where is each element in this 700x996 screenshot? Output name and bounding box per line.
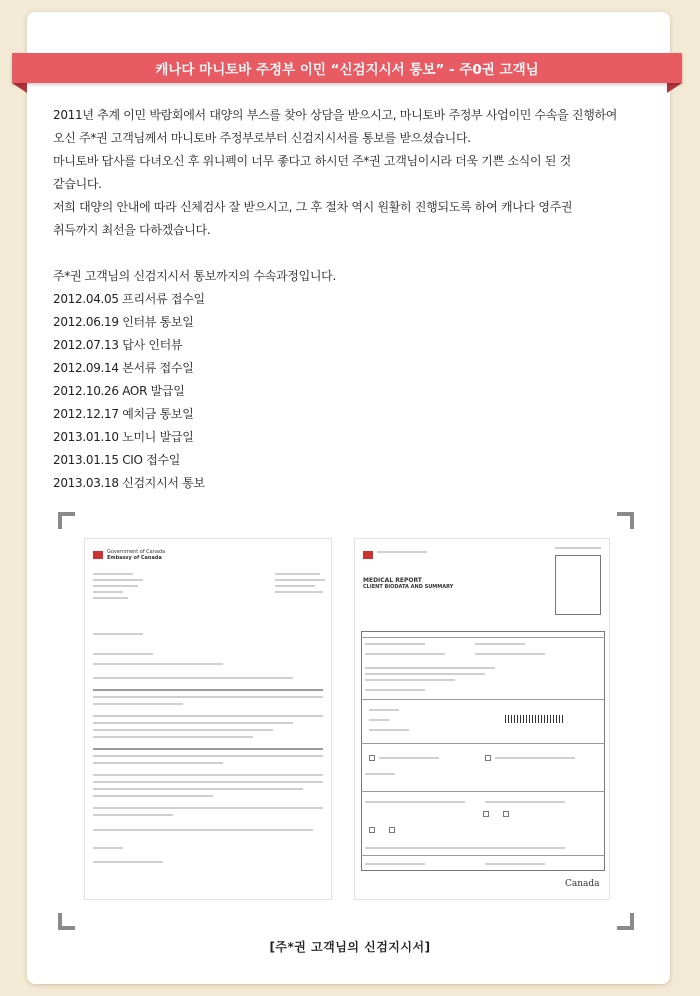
intro-line: 오신 주*권 고객님께서 마니토바 주정부로부터 신검지시서를 통보를 받으셨습니다.: [53, 131, 471, 145]
embassy-letter-image: [84, 538, 332, 900]
report-subtitle: CLIENT BIODATA AND SUMMARY: [363, 584, 454, 590]
ribbon-fold-right: [667, 83, 682, 93]
canada-flag-icon: [363, 551, 373, 559]
intro-line: 취득까지 최선을 다하겠습니다.: [53, 223, 211, 237]
canada-flag-icon: [93, 551, 103, 559]
barcode-icon: [505, 715, 565, 723]
intro-line: 2011년 추계 이민 박람회에서 대양의 부스를 찾아 상담을 받으시고, 마니토바 주정부 사업이민 수속을 진행하여: [53, 108, 618, 122]
intro-line: 저희 대양의 안내에 따라 신체검사 잘 받으시고, 그 후 절차 역시 원활히 진행되도록 하여 캐나다 영주권: [53, 200, 573, 214]
intro-line: 마니토바 답사를 다녀오신 후 위니펙이 너무 좋다고 하시던 주*권 고객님이시라 더욱 기쁜 소식이 된 것: [53, 154, 571, 168]
timeline-item: 2013.01.15 CIO 접수일: [53, 453, 181, 467]
article-body: [53, 104, 653, 495]
timeline-item: 2012.06.19 인터뷰 통보일: [53, 315, 194, 329]
timeline-item: 2012.09.14 본서류 접수일: [53, 361, 194, 375]
timeline-item: 2013.01.10 노미니 발급일: [53, 430, 194, 444]
canada-wordmark: Canada: [565, 879, 600, 889]
title-banner: [12, 53, 682, 83]
intro-line: 같습니다.: [53, 177, 102, 191]
timeline-item: 2012.10.26 AOR 발급일: [53, 384, 185, 398]
timeline-item: 2012.04.05 프리서류 접수일: [53, 292, 205, 306]
timeline-item: 2012.07.13 답사 인터뷰: [53, 338, 183, 352]
frame-corner: [58, 913, 75, 930]
banner-title: 캐나다 마니토바 주정부 이민 “신검지시서 통보” - 주0권 고객님: [155, 62, 539, 78]
medical-report-image: [354, 538, 610, 900]
frame-corner: [617, 913, 634, 930]
process-heading: 주*권 고객님의 신검지시서 통보까지의 수속과정입니다.: [53, 269, 336, 283]
document-image-frame: [58, 512, 634, 930]
timeline-item: 2013.03.18 신검지시서 통보: [53, 476, 205, 490]
frame-corner: [617, 512, 634, 529]
image-caption: [주*권 고객님의 신검지시서]: [269, 940, 431, 954]
frame-corner: [58, 512, 75, 529]
letter-gov: Government of Canada: [107, 549, 166, 555]
ribbon-fold-left: [12, 83, 27, 93]
paragraph-spacer: [53, 242, 653, 265]
timeline-item: 2012.12.17 예치금 통보일: [53, 407, 194, 421]
report-title: MEDICAL REPORT: [363, 577, 422, 584]
letter-embassy: Embassy of Canada: [107, 555, 162, 561]
